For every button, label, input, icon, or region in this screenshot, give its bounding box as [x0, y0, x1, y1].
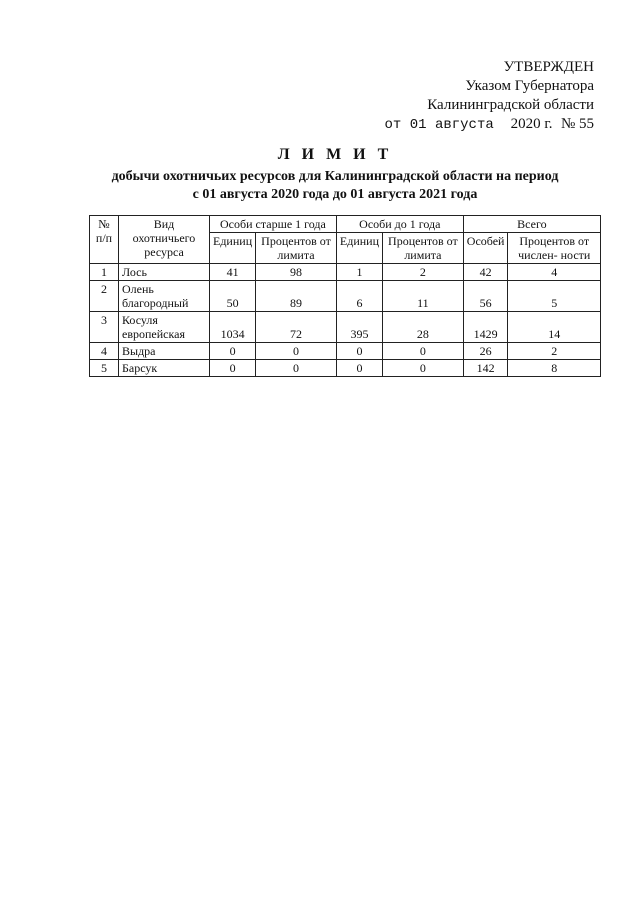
document-title: [60, 146, 610, 204]
row-over-units: 41: [210, 264, 256, 281]
header-over-pct: Процентов от лимита: [256, 233, 337, 264]
row-total-pct: 14: [508, 312, 601, 343]
row-total-pct: 8: [508, 360, 601, 377]
header-under-pct: Процентов от лимита: [383, 233, 464, 264]
row-under-units: 0: [336, 343, 382, 360]
row-total: 42: [463, 264, 508, 281]
row-under-units: 1: [336, 264, 382, 281]
approval-title: УТВЕРЖДЕН: [503, 59, 594, 75]
row-number: 2: [90, 281, 119, 312]
header-number: № п/п: [90, 216, 119, 264]
header-group-total: Всего: [463, 216, 600, 233]
table-row: [90, 343, 601, 360]
row-resource: Косуля европейская: [119, 312, 210, 343]
row-resource: Барсук: [119, 360, 210, 377]
table-row: [90, 360, 601, 377]
row-resource: Олень благородный: [119, 281, 210, 312]
row-number: 3: [90, 312, 119, 343]
row-number: 1: [90, 264, 119, 281]
row-over-pct: 89: [256, 281, 337, 312]
header-total-individuals: Особей: [463, 233, 508, 264]
row-over-pct: 0: [256, 343, 337, 360]
table-row: [90, 312, 601, 343]
table-row: [90, 264, 601, 281]
row-over-units: 1034: [210, 312, 256, 343]
row-under-units: 0: [336, 360, 382, 377]
row-over-units: 50: [210, 281, 256, 312]
row-over-pct: 72: [256, 312, 337, 343]
row-under-pct: 28: [383, 312, 464, 343]
row-under-pct: 2: [383, 264, 464, 281]
row-under-units: 395: [336, 312, 382, 343]
row-total: 142: [463, 360, 508, 377]
row-under-pct: 0: [383, 343, 464, 360]
approval-region: Калининградской области: [427, 97, 594, 113]
row-under-units: 6: [336, 281, 382, 312]
header-resource: Вид охотничьего ресурса: [119, 216, 210, 264]
approval-year: 2020 г.: [510, 116, 553, 132]
row-total: 26: [463, 343, 508, 360]
row-over-units: 0: [210, 343, 256, 360]
row-under-pct: 11: [383, 281, 464, 312]
title-heading: Л И М И Т: [277, 146, 393, 163]
row-total-pct: 4: [508, 264, 601, 281]
row-total: 56: [463, 281, 508, 312]
approval-block: [385, 58, 594, 135]
approval-decree: Указом Губернатора: [465, 78, 594, 94]
row-over-pct: 98: [256, 264, 337, 281]
limits-table: [89, 215, 601, 377]
title-line-2: с 01 августа 2020 года до 01 августа 2021 года: [192, 187, 478, 202]
row-total-pct: 2: [508, 343, 601, 360]
row-total-pct: 5: [508, 281, 601, 312]
header-group-over1: Особи старше 1 года: [210, 216, 337, 233]
row-number: 5: [90, 360, 119, 377]
title-line-1: добычи охотничьих ресурсов для Калининградской области на период: [111, 169, 559, 184]
row-over-pct: 0: [256, 360, 337, 377]
row-total: 1429: [463, 312, 508, 343]
approval-date: от 01 августа: [384, 117, 494, 133]
row-number: 4: [90, 343, 119, 360]
row-under-pct: 0: [383, 360, 464, 377]
approval-number: № 55: [560, 116, 594, 132]
header-group-under1: Особи до 1 года: [336, 216, 463, 233]
header-under-units: Единиц: [336, 233, 382, 264]
approval-date-line: [385, 115, 594, 135]
row-resource: Выдра: [119, 343, 210, 360]
row-resource: Лось: [119, 264, 210, 281]
header-over-units: Единиц: [210, 233, 256, 264]
table-header-row: [90, 216, 601, 233]
table-row: [90, 281, 601, 312]
header-total-pct: Процентов от числен- ности: [508, 233, 601, 264]
row-over-units: 0: [210, 360, 256, 377]
